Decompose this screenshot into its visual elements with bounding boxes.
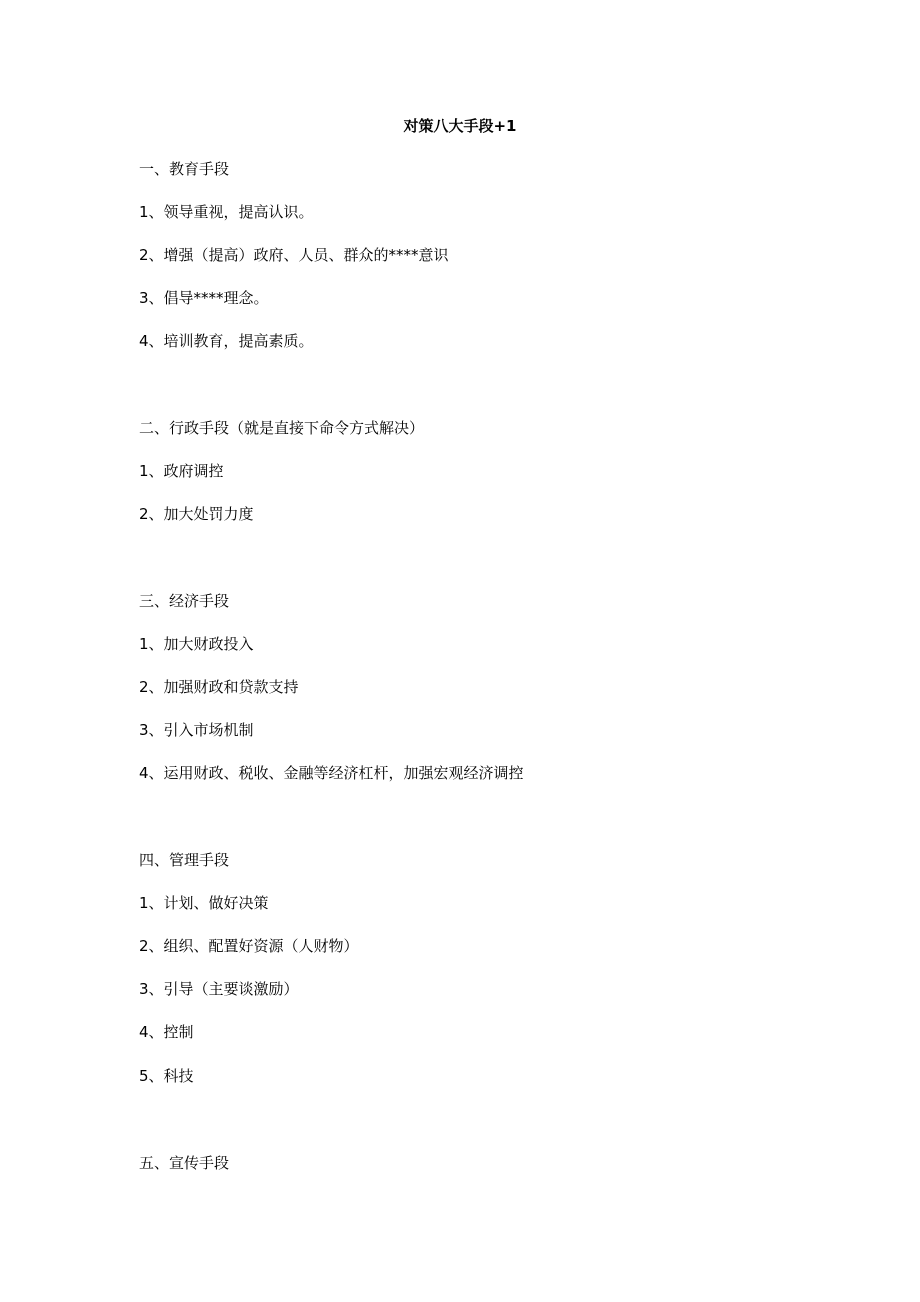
list-item: 1、领导重视，提高认识。 <box>139 203 314 221</box>
list-item: 3、倡导****理念。 <box>139 289 269 307</box>
list-item: 5、科技 <box>139 1067 194 1085</box>
list-item: 2、加强财政和贷款支持 <box>139 678 299 696</box>
section-heading-publicity: 五、宣传手段 <box>139 1154 230 1172</box>
list-item: 1、加大财政投入 <box>139 635 254 653</box>
list-item: 2、增强（提高）政府、人员、群众的****意识 <box>139 246 449 264</box>
list-item: 1、计划、做好决策 <box>139 894 269 912</box>
list-item: 3、引入市场机制 <box>139 721 254 739</box>
list-item: 2、加大处罚力度 <box>139 505 254 523</box>
list-item: 4、控制 <box>139 1023 194 1041</box>
document-title: 对策八大手段+1 <box>403 117 517 135</box>
section-heading-economic: 三、经济手段 <box>139 592 230 610</box>
list-item: 2、组织、配置好资源（人财物） <box>139 937 359 955</box>
list-item: 4、培训教育，提高素质。 <box>139 332 314 350</box>
list-item: 3、引导（主要谈激励） <box>139 980 299 998</box>
section-heading-administrative: 二、行政手段（就是直接下命令方式解决） <box>139 419 425 437</box>
section-heading-education: 一、教育手段 <box>139 160 230 178</box>
section-heading-management: 四、管理手段 <box>139 851 230 869</box>
list-item: 4、运用财政、税收、金融等经济杠杆，加强宏观经济调控 <box>139 764 524 782</box>
list-item: 1、政府调控 <box>139 462 224 480</box>
